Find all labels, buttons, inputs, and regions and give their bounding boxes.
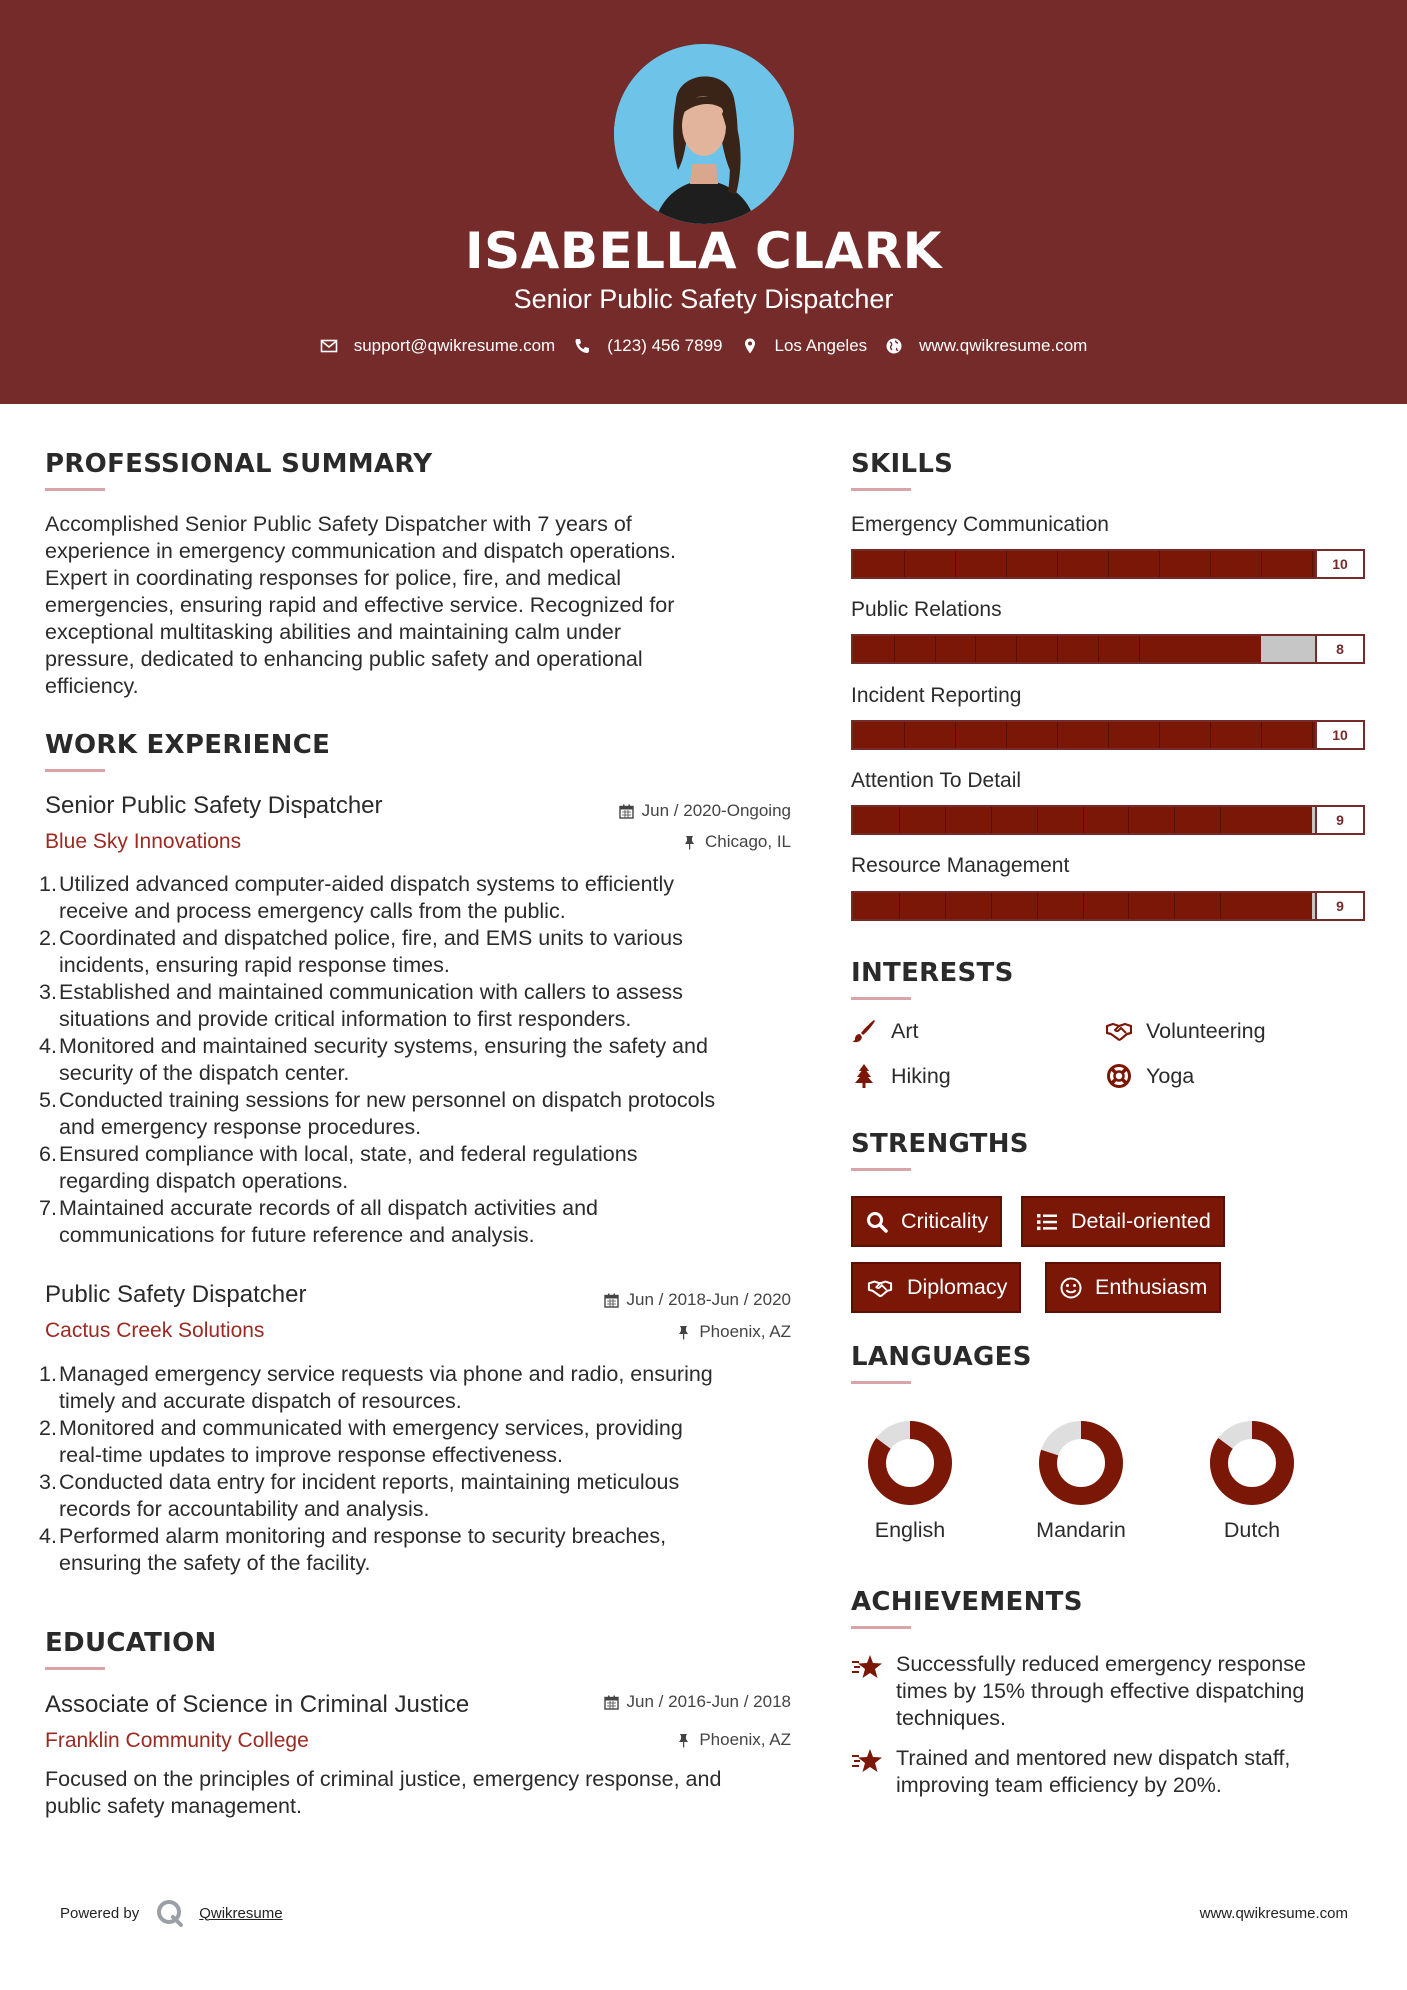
summary-line: exceptional multitasking abilities and maintaining calm under (45, 620, 622, 644)
list-item-line: Utilized advanced computer-aided dispatch systems to efficiently (59, 872, 675, 896)
achievement-line: Successfully reduced emergency response (896, 1652, 1306, 1676)
interest-item-hiking (851, 1063, 951, 1089)
summary-heading: PROFESSIONAL SUMMARY (45, 449, 433, 479)
summary-line: efficiency. (45, 674, 139, 698)
job-date (500, 801, 791, 821)
list-item-line: Conducted data entry for incident reports, maintaining meticulous (59, 1470, 680, 1494)
list-item-line: Managed emergency service requests via phone and radio, ensuring (59, 1362, 713, 1386)
contact-website-text: www.qwikresume.com (919, 336, 1088, 355)
map-pin-icon (741, 337, 759, 355)
strength-chip-criticality (851, 1196, 1002, 1247)
skill-bar-divider (1108, 722, 1109, 748)
skill-bar-divider (1174, 893, 1175, 919)
skill-label: Resource Management (851, 854, 1070, 877)
strength-chip-enthusiasm (1045, 1262, 1221, 1313)
language-ring (1036, 1418, 1126, 1508)
education-location-text: Phoenix, AZ (699, 1730, 791, 1749)
skill-bar-divider (1083, 893, 1084, 919)
smiley-icon (1059, 1276, 1083, 1300)
summary-text (45, 511, 790, 700)
list-item-line: ensuring the safety of the facility. (59, 1551, 371, 1575)
skill-bar-divider (1139, 636, 1140, 662)
tree-icon (851, 1063, 877, 1089)
education-line: Focused on the principles of criminal justice, emergency response, and (45, 1767, 722, 1791)
language-ring (865, 1418, 955, 1508)
star-icon (851, 1653, 883, 1681)
job-date-text: Jun / 2020-Ongoing (641, 801, 791, 820)
calendar-icon (619, 804, 634, 819)
skill-bar-divider (1159, 551, 1160, 577)
list-item-line: Ensured compliance with local, state, and federal regulations (59, 1142, 638, 1166)
list-item-number: 1. (39, 1362, 57, 1386)
job-company: Cactus Creek Solutions (45, 1319, 265, 1342)
language-item (1016, 1418, 1146, 1543)
profile-photo (614, 44, 794, 224)
education-line: public safety management. (45, 1794, 302, 1818)
strengths-heading: STRENGTHS (851, 1129, 1029, 1159)
achievement-line: times by 15% through effective dispatching (896, 1679, 1305, 1703)
contact-bar (0, 336, 1407, 356)
language-item (845, 1418, 975, 1543)
skill-bar-divider (1312, 722, 1313, 748)
skill-bar-divider (1057, 722, 1058, 748)
skill-bar-divider (955, 551, 956, 577)
skill-bar-divider (991, 893, 992, 919)
skill-bar-divider (1128, 893, 1129, 919)
strength-label: Diplomacy (907, 1275, 1008, 1299)
list-item-number: 4. (39, 1524, 57, 1548)
list-item-number: 2. (39, 1416, 57, 1440)
achievement-item (851, 1651, 1371, 1732)
language-ring (1207, 1418, 1297, 1508)
skill-bar-divider (945, 807, 946, 833)
list-item-number: 4. (39, 1034, 57, 1058)
interest-item-yoga (1106, 1063, 1194, 1089)
job-location (500, 1322, 791, 1342)
contact-website[interactable] (885, 336, 1087, 356)
list-item-line: security of the dispatch center. (59, 1061, 350, 1085)
phone-icon (573, 337, 591, 355)
job-location (500, 832, 791, 852)
job-duties-list (41, 1361, 801, 1577)
skill-bar-divider (1057, 636, 1058, 662)
search-icon (865, 1210, 889, 1234)
skill-bar-divider (1220, 807, 1221, 833)
education-description (45, 1766, 805, 1820)
list-item (41, 1033, 801, 1087)
list-item-line: Performed alarm monitoring and response to security breaches, (59, 1524, 667, 1548)
skill-bar-divider (1083, 807, 1084, 833)
skill-bar-fill (853, 551, 1363, 577)
education-date (500, 1692, 791, 1712)
list-item-number: 3. (39, 1470, 57, 1494)
summary-line: experience in emergency communication and dispatch operations. (45, 539, 677, 563)
languages-heading: LANGUAGES (851, 1342, 1032, 1372)
list-item-line: Established and maintained communication with callers to assess (59, 980, 683, 1004)
job-location-text: Phoenix, AZ (699, 1322, 791, 1341)
summary-line: Accomplished Senior Public Safety Dispatcher with 7 years of (45, 512, 632, 536)
list-item-number: 5. (39, 1088, 57, 1112)
skill-score: 10 (1315, 722, 1363, 748)
contact-email-text: support@qwikresume.com (353, 336, 556, 355)
list-item-line: real-time updates to improve response effectiveness. (59, 1443, 563, 1467)
list-item-line: regarding dispatch operations. (59, 1169, 349, 1193)
interests-heading: INTERESTS (851, 958, 1014, 988)
skill-score: 9 (1315, 893, 1363, 919)
language-name: Dutch (1223, 1518, 1281, 1542)
contact-location (741, 336, 868, 356)
skill-bar-divider (945, 893, 946, 919)
achievement-line: Trained and mentored new dispatch staff, (896, 1746, 1291, 1770)
interest-label: Volunteering (1146, 1018, 1266, 1043)
contact-phone-text: (123) 456 7899 (607, 336, 723, 355)
achievements-heading: ACHIEVEMENTS (851, 1587, 1083, 1617)
list-item (41, 871, 801, 925)
list-item-line: records for accountability and analysis. (59, 1497, 430, 1521)
handshake-icon (865, 1276, 895, 1300)
skill-bar (851, 891, 1365, 921)
contact-location-text: Los Angeles (774, 336, 868, 355)
list-item-line: Monitored and communicated with emergency services, providing (59, 1416, 683, 1440)
skill-label: Attention To Detail (851, 769, 1022, 792)
skill-bar-divider (899, 893, 900, 919)
skill-bar-divider (904, 722, 905, 748)
handshake-icon (1106, 1018, 1132, 1044)
list-item (41, 1523, 801, 1577)
envelope-icon (320, 337, 338, 355)
list-item-line: Coordinated and dispatched police, fire, and EMS units to various (59, 926, 683, 950)
list-item (41, 925, 801, 979)
strength-label: Enthusiasm (1095, 1275, 1208, 1299)
list-item-number: 1. (39, 872, 57, 896)
interest-item-volunteering (1106, 1018, 1266, 1044)
profile-photo-image (614, 44, 794, 224)
qwikresume-logo-icon (155, 1898, 185, 1928)
skill-bar-divider (1261, 722, 1262, 748)
education-date-text: Jun / 2016-Jun / 2018 (626, 1692, 791, 1711)
skill-bar (851, 634, 1365, 664)
summary-line: pressure, dedicated to enhancing public safety and operational (45, 647, 643, 671)
list-item-number: 7. (39, 1196, 57, 1220)
strengths-heading-underline (851, 1168, 911, 1171)
list-item-line: Conducted training sessions for new personnel on dispatch protocols (59, 1088, 716, 1112)
skill-bar-divider (1108, 551, 1109, 577)
summary-heading-underline (45, 488, 105, 491)
list-item-line: and emergency response procedures. (59, 1115, 422, 1139)
skill-score: 10 (1315, 551, 1363, 577)
achievements-heading-underline (851, 1626, 911, 1629)
skill-bar-divider (1037, 807, 1038, 833)
qwikresume-link[interactable]: Qwikresume (199, 1904, 283, 1922)
languages-heading-underline (851, 1381, 911, 1384)
job-company: Blue Sky Innovations (45, 830, 242, 853)
skill-bar-divider (1220, 893, 1221, 919)
skill-bar-divider (1210, 722, 1211, 748)
list-item-line: situations and provide critical information to first responders. (59, 1007, 632, 1031)
list-item-line: communications for future reference and analysis. (59, 1223, 535, 1247)
skill-bar-divider (1174, 807, 1175, 833)
job-date (500, 1290, 791, 1310)
lifebuoy-icon (1106, 1063, 1132, 1089)
skill-bar-divider (899, 807, 900, 833)
list-item (41, 1087, 801, 1141)
skill-bar-divider (1312, 551, 1313, 577)
skill-bar-divider (975, 636, 976, 662)
interest-item-art (851, 1018, 918, 1044)
achievement-item (851, 1745, 1371, 1799)
skill-bar (851, 805, 1365, 835)
candidate-name: ISABELLA CLARK (465, 222, 942, 280)
education-location (500, 1730, 791, 1750)
experience-heading-underline (45, 769, 105, 772)
skill-bar-fill (853, 636, 1261, 662)
job-title: Senior Public Safety Dispatcher (45, 792, 383, 819)
language-name: Mandarin (1036, 1518, 1126, 1542)
skill-bar-divider (894, 636, 895, 662)
skill-bar-divider (1210, 551, 1211, 577)
interest-label: Yoga (1146, 1063, 1195, 1088)
skill-bar-divider (955, 722, 956, 748)
skill-bar-divider (1006, 551, 1007, 577)
list-item-line: Monitored and maintained security systems, ensuring the safety and (59, 1034, 708, 1058)
summary-line: emergencies, ensuring rapid and effective service. Recognized for (45, 593, 675, 617)
footer-website[interactable]: www.qwikresume.com (1199, 1905, 1348, 1922)
achievement-line: improving team efficiency by 20%. (896, 1773, 1222, 1797)
strength-label: Detail-oriented (1071, 1209, 1211, 1233)
skill-bar-divider (935, 636, 936, 662)
summary-line: Expert in coordinating responses for police, fire, and medical (45, 566, 622, 590)
paintbrush-icon (851, 1018, 877, 1044)
strength-label: Criticality (901, 1209, 989, 1233)
interest-label: Hiking (891, 1063, 951, 1088)
skill-bar-fill (853, 893, 1312, 919)
skill-bar-divider (1057, 551, 1058, 577)
list-item-line: Maintained accurate records of all dispatch activities and (59, 1196, 598, 1220)
list-item (41, 1141, 801, 1195)
footer-powered-by (60, 1898, 283, 1928)
skill-bar-divider (1006, 722, 1007, 748)
pushpin-icon (676, 1733, 691, 1748)
list-item-number: 2. (39, 926, 57, 950)
language-name: English (874, 1518, 946, 1542)
list-item-line: receive and process emergency calls from the public. (59, 899, 566, 923)
list-item-number: 3. (39, 980, 57, 1004)
list-item-line: incidents, ensuring rapid response times. (59, 953, 450, 977)
skill-score: 9 (1315, 807, 1363, 833)
skill-bar-divider (1016, 636, 1017, 662)
job-date-text: Jun / 2018-Jun / 2020 (626, 1290, 791, 1309)
skill-score: 8 (1315, 636, 1363, 662)
interests-heading-underline (851, 997, 911, 1000)
skill-label: Incident Reporting (851, 684, 1022, 707)
powered-by-text: Powered by (60, 1904, 140, 1922)
calendar-icon (604, 1695, 619, 1710)
skill-bar-divider (991, 807, 992, 833)
contact-phone[interactable] (573, 336, 722, 356)
skill-bar-fill (853, 807, 1312, 833)
skill-bar-divider (1098, 636, 1099, 662)
skills-heading-underline (851, 488, 911, 491)
job-title: Public Safety Dispatcher (45, 1281, 307, 1308)
star-icon (851, 1747, 883, 1775)
school-name: Franklin Community College (45, 1729, 309, 1752)
list-item (41, 1361, 801, 1415)
skills-heading: SKILLS (851, 449, 954, 479)
list-item (41, 979, 801, 1033)
list-item (41, 1195, 801, 1249)
achievement-line: techniques. (896, 1706, 1006, 1730)
degree-title: Associate of Science in Criminal Justice (45, 1691, 470, 1718)
globe-icon (885, 337, 903, 355)
list-icon (1035, 1210, 1059, 1234)
skill-bar-divider (1037, 893, 1038, 919)
skill-label: Public Relations (851, 598, 1002, 621)
skill-bar-divider (1128, 807, 1129, 833)
skill-bar (851, 720, 1365, 750)
candidate-role: Senior Public Safety Dispatcher (513, 284, 894, 314)
pushpin-icon (682, 835, 697, 850)
experience-heading: WORK EXPERIENCE (45, 730, 331, 760)
education-heading: EDUCATION (45, 1628, 217, 1658)
contact-email[interactable] (320, 336, 556, 356)
language-item (1187, 1418, 1317, 1543)
education-heading-underline (45, 1667, 105, 1670)
pushpin-icon (676, 1325, 691, 1340)
list-item (41, 1469, 801, 1523)
skill-label: Emergency Communication (851, 513, 1109, 536)
skill-bar-divider (1159, 722, 1160, 748)
list-item (41, 1415, 801, 1469)
list-item-line: timely and accurate dispatch of resources. (59, 1389, 462, 1413)
job-duties-list (41, 871, 801, 1249)
skill-bar-fill (853, 722, 1363, 748)
skill-bar (851, 549, 1365, 579)
calendar-icon (604, 1293, 619, 1308)
skill-bar-divider (904, 551, 905, 577)
list-item-number: 6. (39, 1142, 57, 1166)
interest-label: Art (891, 1018, 919, 1043)
strength-chip-detail-oriented (1021, 1196, 1225, 1247)
strength-chip-diplomacy (851, 1262, 1021, 1313)
job-location-text: Chicago, IL (705, 832, 791, 851)
skill-bar-divider (1261, 551, 1262, 577)
resume-header (0, 0, 1407, 404)
